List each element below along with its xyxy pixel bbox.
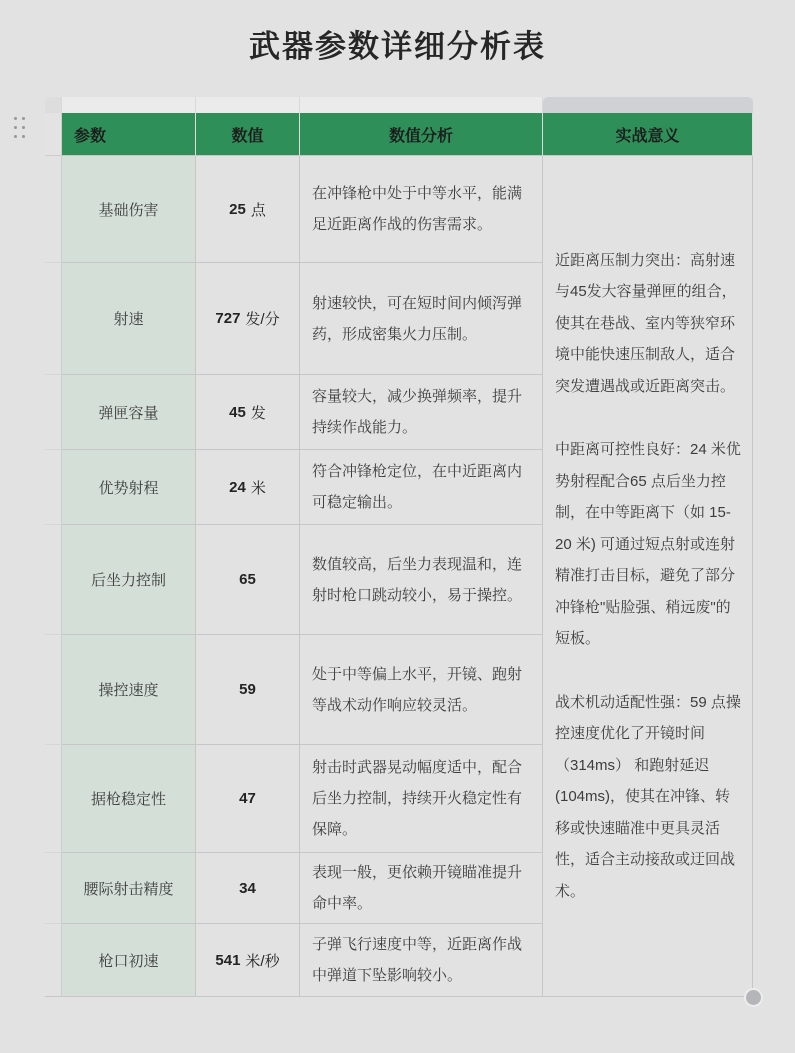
header-significance[interactable]: 实战意义 [543, 113, 753, 156]
analysis-cell[interactable]: 处于中等偏上水平，开镜、跑射等战术动作响应较灵活。 [300, 635, 543, 745]
value-unit: 米/秒 [245, 952, 280, 970]
resize-circle-icon[interactable] [746, 990, 761, 1005]
column-handle-value[interactable] [196, 97, 300, 113]
param-cell[interactable]: 据枪稳定性 [62, 745, 196, 853]
param-cell[interactable]: 后坐力控制 [62, 525, 196, 635]
value-unit: 发/分 [245, 311, 280, 328]
analysis-cell[interactable]: 符合冲锋枪定位，在中近距离内可稳定输出。 [300, 450, 543, 525]
value-cell[interactable] [196, 745, 300, 853]
gutter-header-cell [45, 113, 62, 156]
param-cell[interactable]: 腰际射击精度 [62, 853, 196, 924]
value-cell[interactable] [196, 853, 300, 924]
row-handle[interactable] [45, 924, 62, 997]
analysis-cell[interactable]: 容量较大，减少换弹频率，提升持续作战能力。 [300, 375, 543, 450]
header-value[interactable]: 数值 [196, 113, 300, 156]
analysis-cell[interactable]: 数值较高，后坐力表现温和，连射时枪口跳动较小，易于操控。 [300, 525, 543, 635]
analysis-cell[interactable]: 子弹飞行速度中等，近距离作战中弹道下坠影响较小。 [300, 924, 543, 997]
analysis-cell[interactable]: 射击时武器晃动幅度适中，配合后坐力控制，持续开火稳定性有保障。 [300, 745, 543, 853]
column-handle-param[interactable] [62, 97, 196, 113]
value-cell[interactable] [196, 635, 300, 745]
param-cell[interactable]: 枪口初速 [62, 924, 196, 997]
row-handle[interactable] [45, 450, 62, 525]
value-cell[interactable] [196, 156, 300, 263]
column-handle-analysis[interactable] [300, 97, 543, 113]
header-analysis[interactable]: 数值分析 [300, 113, 543, 156]
significance-paragraph: 近距离压制力突出：高射速与45发大容量弹匣的组合，使其在巷战、室内等狭窄环境中能快速压制敌人，适合突发遭遇战或近距离突击。 [555, 251, 737, 395]
significance-merged-cell[interactable] [543, 156, 753, 997]
value-number: 47 [239, 790, 256, 807]
row-handle[interactable] [45, 375, 62, 450]
row-handle[interactable] [45, 156, 62, 263]
value-cell[interactable] [196, 525, 300, 635]
header-param[interactable]: 参数 [62, 113, 196, 156]
value-number: 59 [239, 681, 256, 698]
param-cell[interactable]: 基础伤害 [62, 156, 196, 263]
weapon-parameters-table [45, 97, 753, 997]
block-drag-handle[interactable] [11, 114, 27, 140]
param-cell[interactable]: 优势射程 [62, 450, 196, 525]
value-cell[interactable] [196, 263, 300, 375]
drag-dots-icon [14, 117, 25, 138]
column-handle-significance[interactable] [543, 97, 753, 113]
param-cell[interactable]: 弹匣容量 [62, 375, 196, 450]
value-cell[interactable] [196, 375, 300, 450]
value-unit: 点 [250, 201, 266, 219]
value-number: 25 [229, 200, 246, 218]
value-number: 24 [229, 478, 246, 496]
row-handle[interactable] [45, 525, 62, 635]
analysis-cell[interactable]: 在冲锋枪中处于中等水平，能满足近距离作战的伤害需求。 [300, 156, 543, 263]
param-cell[interactable]: 操控速度 [62, 635, 196, 745]
value-unit: 发 [250, 404, 266, 422]
analysis-cell[interactable]: 表现一般，更依赖开镜瞄准提升命中率。 [300, 853, 543, 924]
value-number: 541 [215, 951, 241, 969]
value-unit: 米 [250, 479, 266, 497]
row-handle[interactable] [45, 745, 62, 853]
significance-paragraph: 战术机动适配性强：59 点操控速度优化了开镜时间（314ms） 和跑射延迟 (104ms)，使其在冲锋、转移或快速瞄准中更具灵活性，适合主动接敌或迂回战术。 [555, 693, 741, 900]
analysis-cell[interactable]: 射速较快，可在短时间内倾泻弹药，形成密集火力压制。 [300, 263, 543, 375]
page-title[interactable]: 武器参数详细分析表 [249, 29, 546, 64]
value-number: 727 [215, 310, 241, 327]
param-cell[interactable]: 射速 [62, 263, 196, 375]
value-cell[interactable] [196, 450, 300, 525]
value-number: 45 [229, 403, 246, 421]
significance-paragraph: 中距离可控性良好：24 米优势射程配合65 点后坐力控制，在中等距离下（如 15-20 米) 可通过短点射或连射精准打击目标，避免了部分冲锋枪"贴脸强、稍远废"的短板。 [555, 441, 741, 648]
row-handle[interactable] [45, 635, 62, 745]
table-corner-handle[interactable] [45, 97, 62, 113]
row-handle[interactable] [45, 853, 62, 924]
row-handle[interactable] [45, 263, 62, 375]
value-number: 34 [239, 879, 256, 897]
value-cell[interactable] [196, 924, 300, 997]
value-number: 65 [239, 571, 256, 588]
